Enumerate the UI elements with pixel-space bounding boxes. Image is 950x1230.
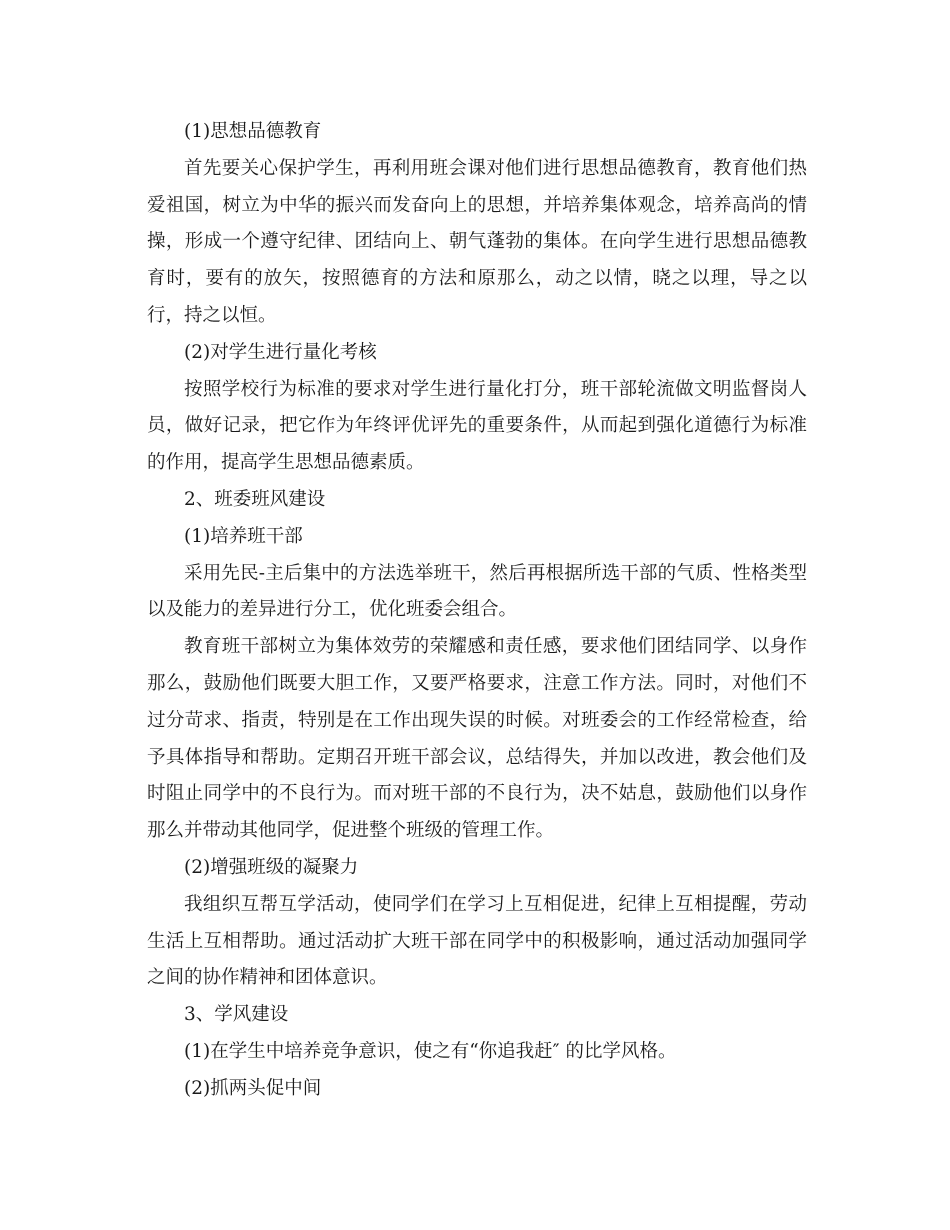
subheading-moral-education: (1)思想品德教育 xyxy=(184,121,322,142)
subheading-two-ends: (2)抓两头促中间 xyxy=(184,1077,322,1099)
paragraph-cadre-election: 采用先民-主后集中的方法选举班干，然后再根据所选干部的气质、性格类型以及能力的差异进行分工，优化班委会组合。 xyxy=(147,562,807,621)
paragraph-moral-education: 首先要关心保护学生，再利用班会课对他们进行思想品德教育，教育他们热爱祖国，树立为中华的振兴而发奋向上的思想，并培养集体观念，培养高尚的情操，形成一个遵守纪律、团结向上、朝气蓬勃的集体。在向学生进行思想品德教育时，要有的放矢，按照德育的方法和原那么，动之以情，晓之以理，导之以行，持之以恒。 xyxy=(147,157,807,326)
section-heading-class-committee: 2、班委班风建设 xyxy=(184,488,326,510)
paragraph-quantified-assessment: 按照学校行为标准的要求对学生进行量化打分，班干部轮流做文明监督岗人员，做好记录，把它作为年终评优评先的重要条件，从而起到强化道德行为标准的作用，提高学生思想品德素质。 xyxy=(147,378,807,474)
subheading-cohesion: (2)增强班级的凝聚力 xyxy=(184,856,359,878)
paragraph-cohesion: 我组织互帮互学活动，使同学们在学习上互相促进，纪律上互相提醒，劳动生活上互相帮助。通过活动扩大班干部在同学中的积极影响，通过活动加强同学之间的协作精神和团体意识。 xyxy=(147,893,807,989)
subheading-competition: (1)在学生中培养竞争意识，使之有“你追我赶″ 的比学风格。 xyxy=(184,1040,677,1062)
subheading-quantified-assessment: (2)对学生进行量化考核 xyxy=(184,341,377,363)
subheading-train-cadres: (1)培养班干部 xyxy=(184,525,303,547)
paragraph-cadre-education: 教育班干部树立为集体效劳的荣耀感和责任感，要求他们团结同学、以身作那么，鼓励他们既要大胆工作，又要严格要求，注意工作方法。同时，对他们不过分苛求、指责，特别是在工作出现失误的时候。对班委会的工作经常检查，给予具体指导和帮助。定期召开班干部会议，总结得失，并加以改进，教会他们及时阻止同学中的不良行为。而对班干部的不良行为，决不姑息，鼓励他们以身作那么并带动其他同学，促进整个班级的管理工作。 xyxy=(147,636,807,842)
section-heading-study-style: 3、学风建设 xyxy=(184,1004,289,1026)
document-body xyxy=(147,114,807,1108)
